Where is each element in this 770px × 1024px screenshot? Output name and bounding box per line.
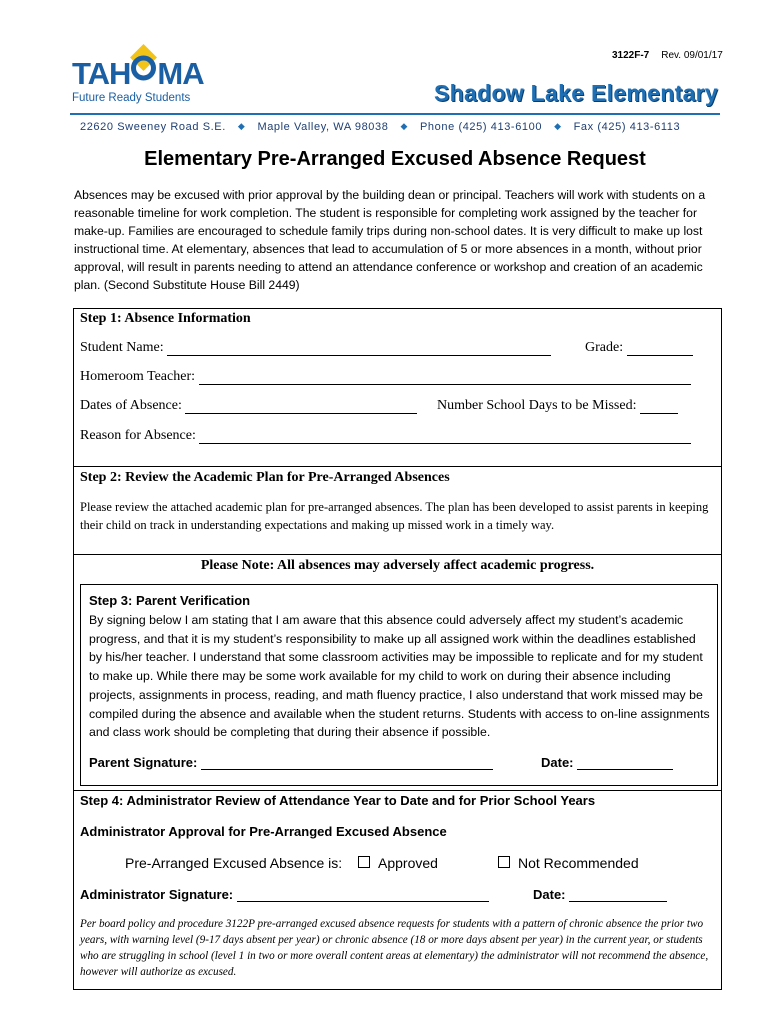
step3-text: By signing below I am stating that I am aware that this absence could adversely affect my student’s academic progress, and that it is my student’s responsibility to make up all assigned work within the deadlines established by his/her teacher. I understand that some classroom activities may be impossible to replicate and for my student to make up. While there may be some work available for my child to work on during their absence including projects, assignments in process, reading, and math fluency practice, I also understand that work missed may be compiled during the absence and available when the student returns. Students with access to on-line assignments and class work should be completing that during their absence if possible. [89,613,710,740]
parent-date-label: Date: [541,755,574,770]
separator-diamond-icon: ◆ [554,121,562,131]
dates-label: Dates of Absence: [80,398,182,413]
days-missed-field[interactable] [640,399,678,414]
parent-date-field[interactable] [577,755,673,770]
admin-date-row [533,887,667,902]
student-name-row [80,340,551,356]
reason-row [80,428,691,444]
approved-option[interactable] [358,855,438,871]
step1-heading: Step 1: Absence Information [80,311,251,326]
homeroom-row [80,369,691,385]
not-recommended-option[interactable] [498,855,639,871]
approved-label: Approved [378,855,438,871]
phone-number: Phone (425) 413-6100 [419,121,543,133]
days-missed-label: Number School Days to be Missed: [437,398,637,413]
district-logo [70,42,220,110]
intro-paragraph: Absences may be excused with prior approval by the building dean or principal. Teachers will work with students on a reasonable timeline for work completion. The student is responsible for completing work assigned by the teacher for make-up. Families are encouraged to schedule family trips during non-school dates. It is very difficult to make up lost instructional time. At elementary, absences that lead to accumulation of 5 or more absences in a month, without prior approval, will result in parents needing to attend an attendance conference or workshop and creation of an academic plan. (Second Substitute House Bill 2449) [74,188,706,292]
reason-field[interactable] [199,429,691,444]
student-name-field[interactable] [167,341,551,356]
separator-diamond-icon: ◆ [400,121,408,131]
city-address: Maple Valley, WA 98038 [257,121,389,133]
approval-heading: Administrator Approval for Pre-Arranged Excused Absence [80,824,447,839]
street-address: 22620 Sweeney Road S.E. [80,121,226,133]
dates-row [80,398,417,414]
admin-date-field[interactable] [569,887,667,902]
parent-date-row [541,755,673,770]
separator-diamond-icon: ◆ [237,121,246,131]
approved-checkbox[interactable] [358,856,370,868]
not-recommended-checkbox[interactable] [498,856,510,868]
grade-row [585,340,693,356]
school-name: Shadow Lake Elementary [434,80,718,106]
contact-line [80,121,720,133]
admin-signature-field[interactable] [237,887,489,902]
days-missed-row [437,398,678,414]
step2-heading: Step 2: Review the Academic Plan for Pre-Arranged Absences [80,470,450,485]
dates-field[interactable] [185,399,417,414]
divider [73,790,722,791]
divider [73,466,722,467]
step2-text: Please review the attached academic plan for pre-arranged absences. The plan has been developed to assist parents in keeping their child on track in understanding expectations and making up missed work in a timely way. [80,500,709,532]
divider [73,554,722,555]
fax-number: Fax (425) 413-6113 [573,121,681,133]
reason-label: Reason for Absence: [80,428,196,443]
parent-signature-field[interactable] [201,755,493,770]
logo-wordmark: TAH MA [72,58,204,89]
step4-heading: Step 4: Administrator Review of Attendance Year to Date and for Prior School Years [80,793,596,808]
admin-date-label: Date: [533,887,566,902]
logo-diamond-icon [130,58,157,85]
grade-label: Grade: [585,340,624,355]
parent-signature-row [89,755,493,770]
admin-signature-row [80,887,489,902]
policy-text: Per board policy and procedure 3122P pre-arranged excused absence requests for students with a pattern of chronic absence the prior two years, with warning level (9-17 days absent per year) or chronic absence (18 or more days absent per year) in the current year, or students who are struggling in school (level 1 in two or more overall content areas at elementary) the administrator will not recommend the absence, however will authorize as excused. [80,918,709,978]
absence-is-label: Pre-Arranged Excused Absence is: [125,855,343,871]
parent-signature-label: Parent Signature: [89,755,198,770]
homeroom-label: Homeroom Teacher: [80,369,195,384]
grade-field[interactable] [627,341,693,356]
form-code: 3122F-7 [612,50,650,61]
logo-tagline: Future Ready Students [72,92,191,104]
homeroom-field[interactable] [199,370,691,385]
form-revision: Rev. 09/01/17 [661,50,723,61]
admin-signature-label: Administrator Signature: [80,887,234,902]
form-title: Elementary Pre-Arranged Excused Absence Request [144,148,646,170]
student-name-label: Student Name: [80,340,164,355]
step3-heading: Step 3: Parent Verification [89,593,251,608]
form-number [612,50,723,61]
not-recommended-label: Not Recommended [518,855,639,871]
header-rule [70,113,720,115]
note-text: Please Note: All absences may adversely affect academic progress. [200,558,595,573]
